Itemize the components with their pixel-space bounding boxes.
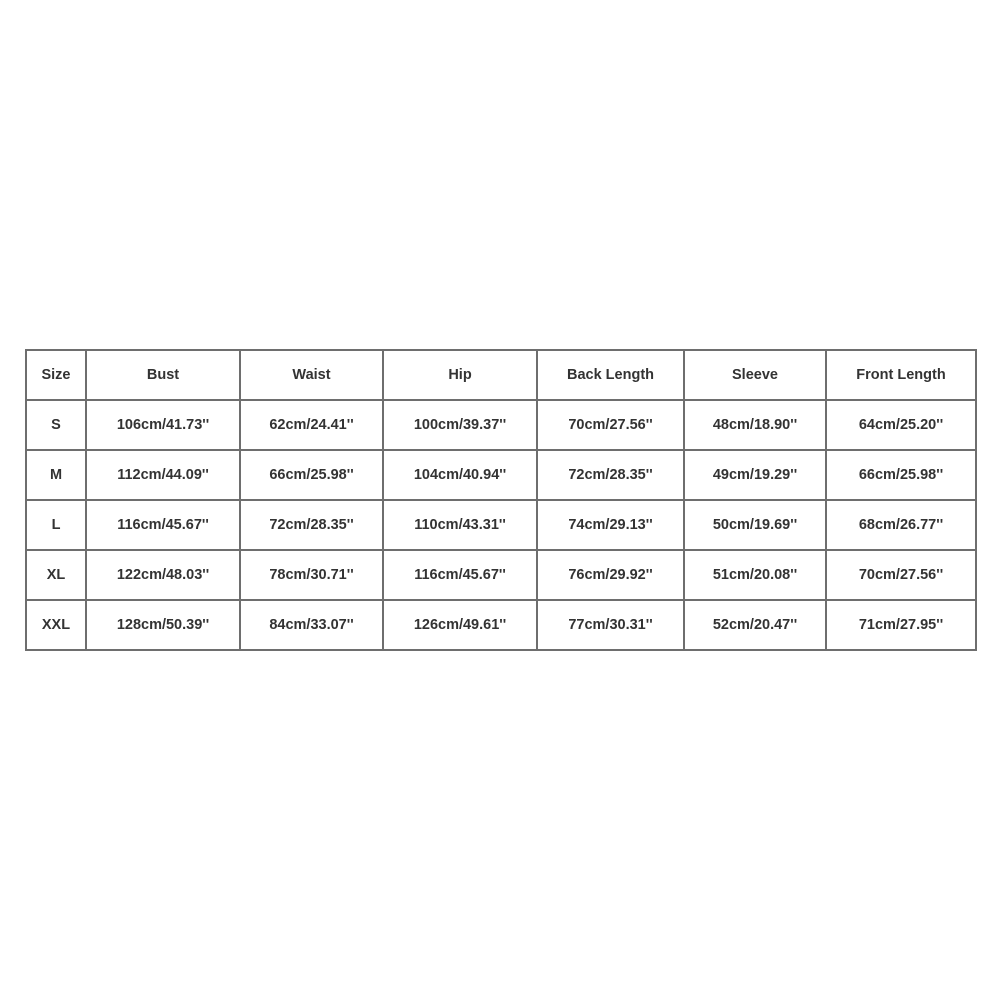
size-cell: L	[26, 500, 86, 550]
table-row	[26, 450, 976, 500]
waist-cell: 66cm/25.98''	[240, 450, 383, 500]
bust-cell: 122cm/48.03''	[86, 550, 240, 600]
waist-cell: 78cm/30.71''	[240, 550, 383, 600]
back-length-cell: 72cm/28.35''	[537, 450, 684, 500]
table-row	[26, 600, 976, 650]
header-size: Size	[26, 350, 86, 400]
bust-cell: 112cm/44.09''	[86, 450, 240, 500]
hip-cell: 110cm/43.31''	[383, 500, 537, 550]
sleeve-cell: 51cm/20.08''	[684, 550, 826, 600]
front-length-cell: 71cm/27.95''	[826, 600, 976, 650]
front-length-cell: 70cm/27.56''	[826, 550, 976, 600]
back-length-cell: 74cm/29.13''	[537, 500, 684, 550]
size-chart-table	[25, 349, 977, 651]
hip-cell: 104cm/40.94''	[383, 450, 537, 500]
waist-cell: 72cm/28.35''	[240, 500, 383, 550]
table-header-row	[26, 350, 976, 400]
sleeve-cell: 48cm/18.90''	[684, 400, 826, 450]
back-length-cell: 76cm/29.92''	[537, 550, 684, 600]
waist-cell: 62cm/24.41''	[240, 400, 383, 450]
size-cell: XXL	[26, 600, 86, 650]
header-waist: Waist	[240, 350, 383, 400]
header-hip: Hip	[383, 350, 537, 400]
front-length-cell: 64cm/25.20''	[826, 400, 976, 450]
table-row	[26, 500, 976, 550]
back-length-cell: 77cm/30.31''	[537, 600, 684, 650]
front-length-cell: 68cm/26.77''	[826, 500, 976, 550]
header-back-length: Back Length	[537, 350, 684, 400]
sleeve-cell: 52cm/20.47''	[684, 600, 826, 650]
hip-cell: 100cm/39.37''	[383, 400, 537, 450]
table-row	[26, 400, 976, 450]
front-length-cell: 66cm/25.98''	[826, 450, 976, 500]
size-cell: XL	[26, 550, 86, 600]
header-bust: Bust	[86, 350, 240, 400]
table-row	[26, 550, 976, 600]
bust-cell: 106cm/41.73''	[86, 400, 240, 450]
back-length-cell: 70cm/27.56''	[537, 400, 684, 450]
size-cell: S	[26, 400, 86, 450]
bust-cell: 116cm/45.67''	[86, 500, 240, 550]
bust-cell: 128cm/50.39''	[86, 600, 240, 650]
hip-cell: 126cm/49.61''	[383, 600, 537, 650]
sleeve-cell: 50cm/19.69''	[684, 500, 826, 550]
sleeve-cell: 49cm/19.29''	[684, 450, 826, 500]
waist-cell: 84cm/33.07''	[240, 600, 383, 650]
header-sleeve: Sleeve	[684, 350, 826, 400]
size-cell: M	[26, 450, 86, 500]
hip-cell: 116cm/45.67''	[383, 550, 537, 600]
header-front-length: Front Length	[826, 350, 976, 400]
